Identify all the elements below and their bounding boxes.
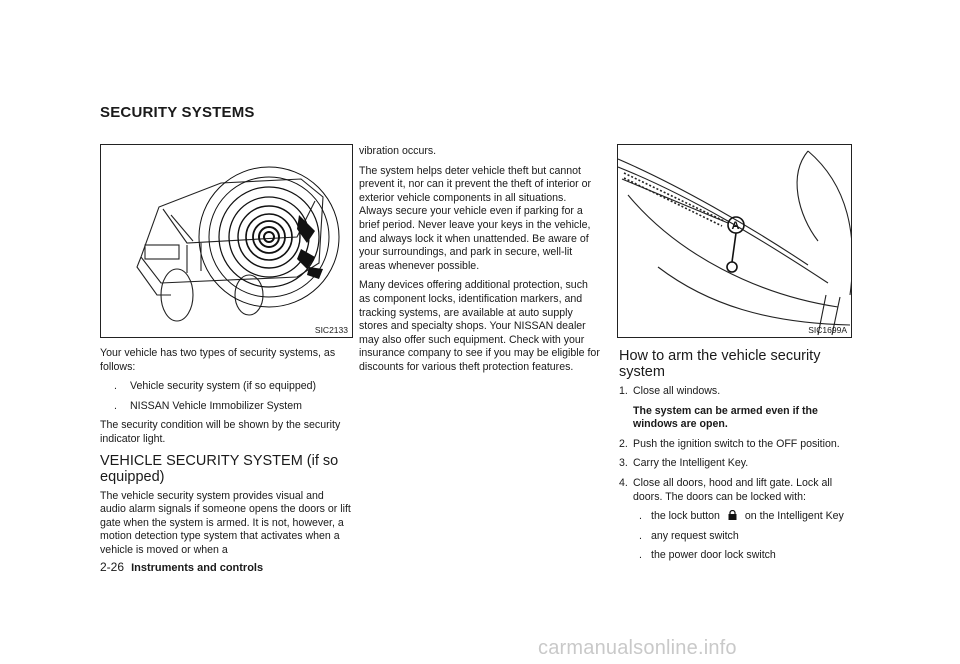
step-number: 4. — [619, 476, 628, 489]
bullet-icon: . — [639, 529, 642, 542]
step-item — [619, 438, 855, 452]
site-watermark: carmanualsonline.info — [538, 637, 737, 659]
intro-paragraph: Your vehicle has two types of security systems, as follows: — [100, 347, 336, 373]
sub-list-item — [619, 510, 855, 524]
subsection-heading: VEHICLE SECURITY SYSTEM (if so equipped) — [100, 452, 339, 485]
deterrence-paragraph: The system helps deter vehicle theft but cannot prevent it, nor can it prevent the theft of interior or exterior vehicle components in all situations. Always secure your vehicle even if parking for a brief period. Never leave your keys in the vehicle, and always lock it when unattended. Be aware of your surroundings, and park in secure, well-lit areas whenever possible. — [359, 164, 592, 272]
column-2-text — [359, 145, 601, 381]
status-paragraph: The security condition will be shown by the security indicator light. — [100, 419, 341, 445]
column-1-text — [100, 347, 352, 564]
page-number: 2-26 — [100, 560, 125, 574]
list-item-text: NISSAN Vehicle Immobilizer System — [130, 399, 302, 412]
windows-note: The system can be armed even if the windows are open. — [633, 404, 818, 431]
vehicle-alarm-illustration — [101, 145, 352, 337]
section-title: SECURITY SYSTEMS — [100, 104, 255, 121]
bullet-icon: . — [114, 380, 117, 393]
column-3-text — [619, 346, 855, 569]
devices-paragraph: Many devices offering additional protection, such as component locks, identification markers, and tracking systems, are available at auto supply stores and specialty shops. Your NISSAN dealer may also offer such equipment. Check with your insurance company to see if you may be eligible for discounts for various theft protection features. — [359, 279, 600, 373]
arm-system-heading: How to arm the vehicle security system — [619, 348, 821, 380]
step-number: 3. — [619, 457, 628, 470]
bullet-icon: . — [114, 399, 117, 412]
list-item — [100, 380, 352, 394]
step-text: Push the ignition switch to the OFF position. — [633, 437, 840, 450]
lock-icon — [728, 510, 737, 520]
figure-code: SIC2133 — [314, 325, 348, 335]
continued-paragraph: vibration occurs. — [359, 145, 437, 157]
list-item-text: Vehicle security system (if so equipped) — [130, 380, 317, 393]
indicator-light-illustration — [618, 145, 851, 337]
step-item — [619, 385, 855, 399]
list-item-text: any request switch — [651, 529, 739, 542]
sub-list-item — [619, 530, 855, 544]
bullet-icon: . — [639, 510, 642, 523]
list-item — [100, 400, 352, 414]
chapter-title: Instruments and controls — [131, 562, 264, 574]
body-paragraph: The vehicle security system provides visual and audio alarm signals if someone opens the doors or lift gate when the system is armed. It is not, however, a motion detection type system that activates when a vehicle is moved or when a — [100, 489, 351, 556]
step-text: Close all doors, hood and lift gate. Lock all doors. The doors can be locked with: — [633, 476, 833, 503]
list-item-text: the lock button — [651, 510, 720, 523]
page-footer — [100, 560, 263, 574]
step-number: 2. — [619, 437, 628, 450]
list-item-text: on the Intelligent Key — [744, 510, 844, 523]
callout-label: A — [731, 220, 740, 232]
step-text: Carry the Intelligent Key. — [633, 457, 749, 470]
step-number: 1. — [619, 385, 628, 397]
step-item — [619, 457, 855, 471]
step-item — [619, 477, 855, 504]
figure-security-indicator — [617, 144, 852, 338]
figure-code: SIC1699A — [808, 325, 847, 335]
figure-vehicle-alarm — [100, 144, 353, 338]
step-text: Close all windows. — [633, 385, 721, 397]
sub-list-item — [619, 549, 855, 563]
list-item-text: the power door lock switch — [651, 549, 776, 562]
bullet-icon: . — [639, 549, 642, 562]
